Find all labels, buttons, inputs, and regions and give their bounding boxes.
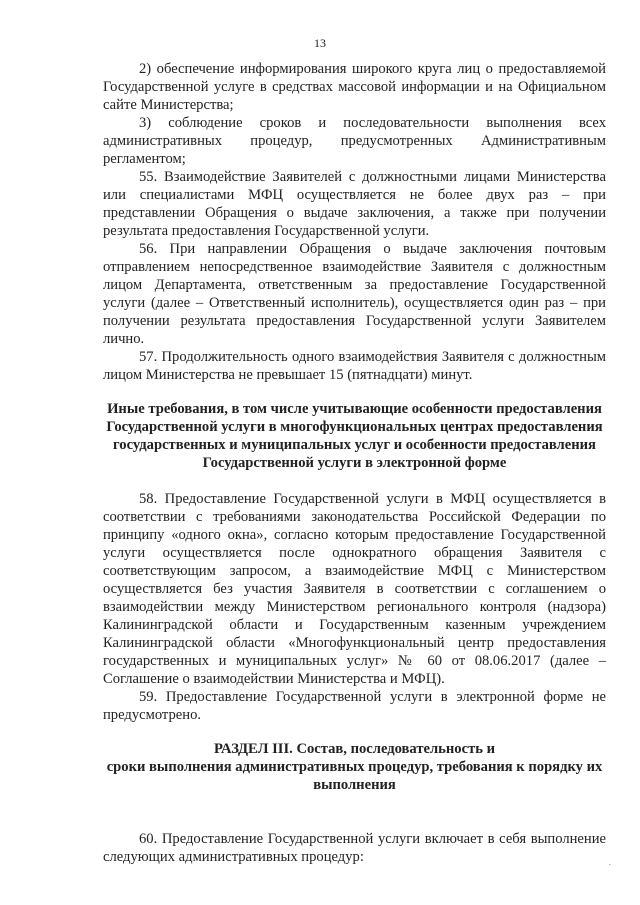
page-number: 13 [314,36,326,50]
paragraph-item-2: 2) обеспечение информирования широкого круга лиц о предоставляемой Государственной услуге в средствах массовой информации и на Официальном сайте Министерства; [103,61,606,113]
section-heading-part-3 [103,740,606,794]
paragraph-55: 55. Взаимодействие Заявителей с должностными лицами Министерства или специалистами МФЦ осуществляется не более двух раз – при представлении Обращения о выдаче заключения, а также при получении результата предоставления Государственной услуги. [103,169,606,239]
paragraph-56: 56. При направлении Обращения о выдаче заключения почтовым отправлением непосредственное взаимодействие Заявителя с должностным лицом Департамента, ответственным за предоставление Государственной услуги (далее – Ответственный исполнитель), осуществляется один раз – при получении результата предоставления Государственной услуги Заявителем лично. [103,241,606,347]
page-body [103,60,606,866]
section-heading-part-3-line2: сроки выполнения административных процедур, требования к порядку их выполнения [106,759,603,793]
margin-mark: . [608,857,611,867]
paragraph-58: 58. Предоставление Государственной услуги в МФЦ осуществляется в соответствии с требованиями законодательства Российской Федерации по принципу «одного окна», согласно которым предоставление Государственной услуги осуществляется после однократного обращения Заявителя с соответствующим запросом, а взаимодействие МФЦ с Министерством осуществляется без участия Заявителя в соответствии с соглашением о взаимодействии между Министерством регионального контроля (надзора) Калининградской области и Государственным казенным учреждением Калининградской области «Многофункциональный центр предоставления государственных и муниципальных услуг» № 60 от 08.06.2017 (далее – Соглашение о взаимодействии Министерства и МФЦ). [103,491,606,687]
section-heading-part-3-line1: РАЗДЕЛ III. Состав, последовательность и [213,741,496,757]
paragraph-60: 60. Предоставление Государственной услуги включает в себя выполнение следующих административных процедур: [103,831,606,865]
paragraph-57: 57. Продолжительность одного взаимодействия Заявителя с должностным лицом Министерства не превышает 15 (пятнадцати) минут. [103,349,606,383]
paragraph-item-3: 3) соблюдение сроков и последовательности выполнения всех административных процедур, предусмотренных Административным регламентом; [103,115,606,167]
paragraph-59: 59. Предоставление Государственной услуги в электронной форме не предусмотрено. [103,689,606,723]
section-heading-requirements: Иные требования, в том числе учитывающие особенности предоставления Государственной услуги в многофункциональных центрах предоставления государственных и муниципальных услуг и особенности предоставления Государственной услуги в электронной форме [106,401,603,471]
